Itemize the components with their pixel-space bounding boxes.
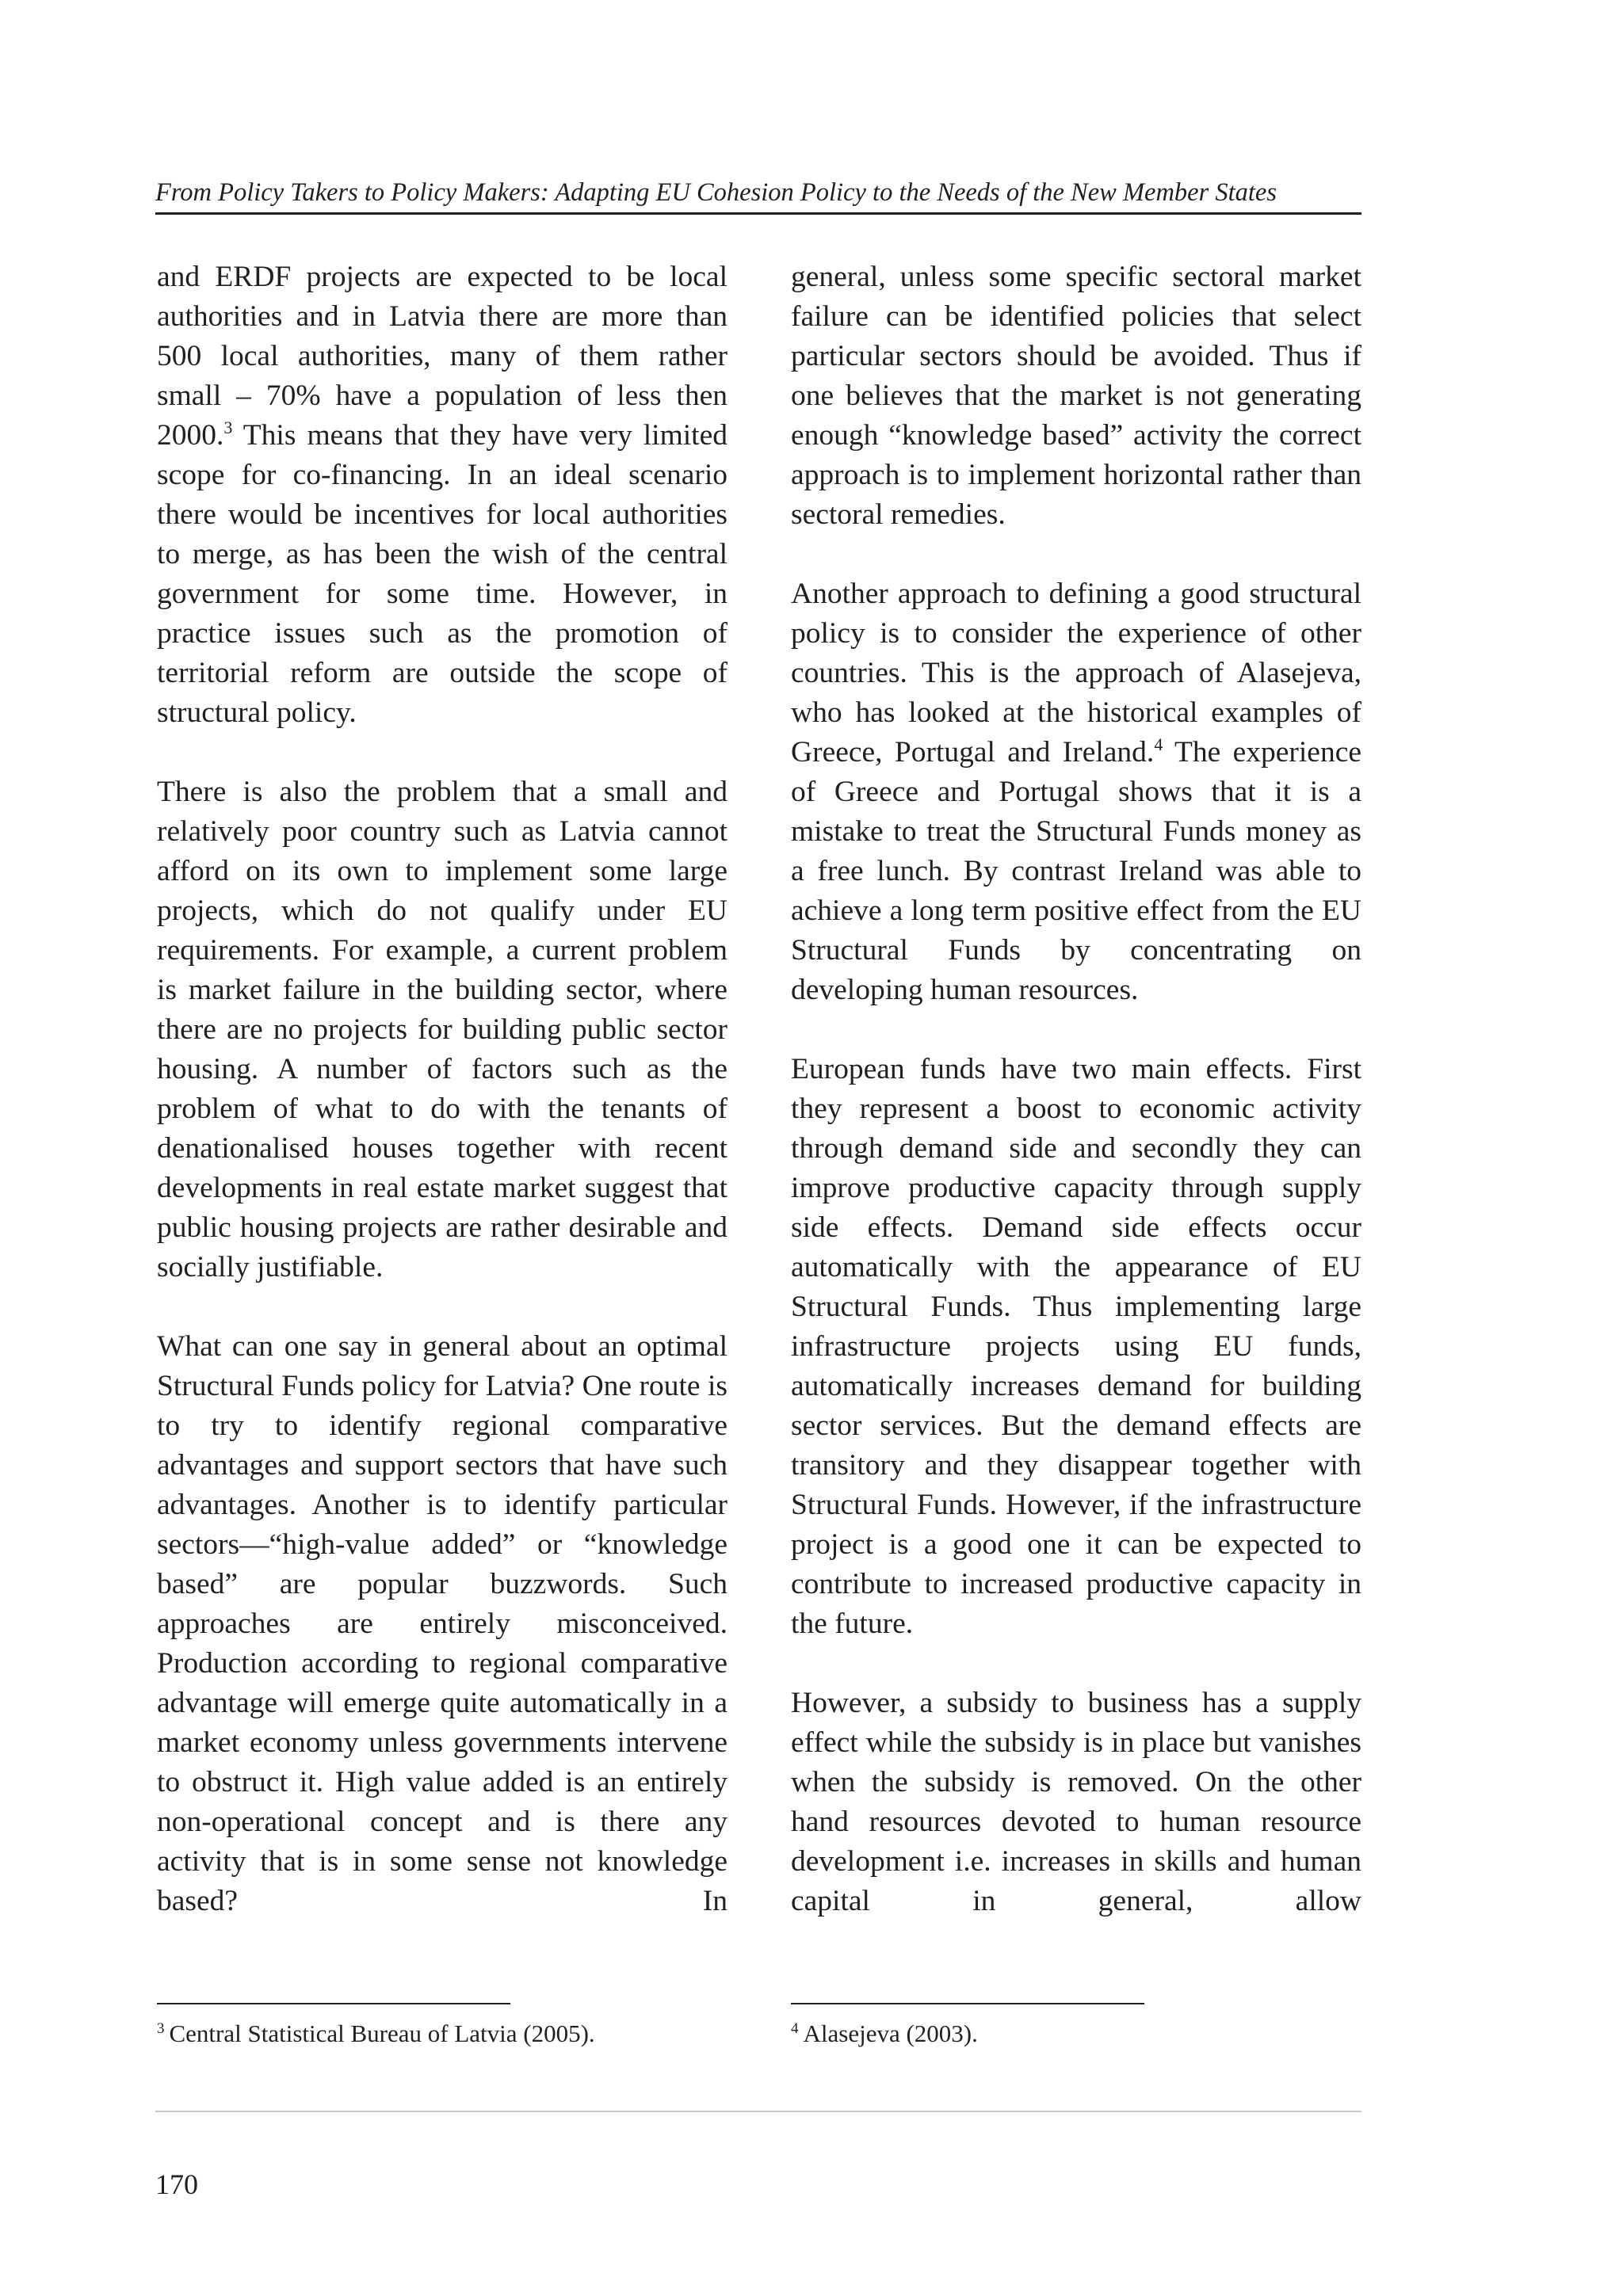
footnote-4: [791, 2016, 978, 2051]
right-paragraph-3: European funds have two main effects. First they represent a boost to economic activity through demand side and secondly they can improve productive capacity through supply side effects. Demand side effects occur automatically with the appearance of EU Structural Funds. Thus implementing large infrastructure projects using EU funds, automatically increases demand for building sector services. But the demand effects are transitory and they disappear together with Structural Funds. However, if the infrastructure project is a good one it can be expected to contribute to increased productive capacity in the future.: [791, 1053, 1361, 1640]
running-header: From Policy Takers to Policy Makers: Adapting EU Cohesion Policy to the Needs of the New Member States: [155, 178, 1277, 207]
footnote-3: [157, 2016, 595, 2051]
right-paragraph-1: general, unless some specific sectoral market failure can be identified policies that select particular sectors should be avoided. Thus if one believes that the market is not generating enough “knowledge based” activity the correct approach is to implement horizontal rather than sectoral remedies.: [791, 261, 1361, 531]
page-number: 170: [155, 2168, 198, 2200]
footer-rule: [155, 2111, 1361, 2112]
footnote-3-number: 3: [157, 2020, 165, 2037]
left-paragraph-2: There is also the problem that a small and relatively poor country such as Latvia cannot afford on its own to implement some large projects, which do not qualify under EU requirements. For example, a current problem is market failure in the building sector, where there are no projects for building public sector housing. A number of factors such as the problem of what to do with the tenants of denationalised houses together with recent developments in real estate market suggest that public housing projects are rather desirable and socially justifiable.: [157, 776, 727, 1283]
footnote-4-number: 4: [791, 2020, 799, 2037]
right-column: [791, 257, 1361, 1921]
left-paragraph-1-text-b: This means that they have very limited scope for co-financing. In an ideal scenario there would be incentives for local authorities to merge, as has been the wish of the central government for some time. However, in practice issues such as the promotion of territorial reform are outside the scope of structural policy.: [157, 419, 727, 729]
left-paragraph-1: [157, 257, 727, 733]
footnote-rule-right: [791, 2003, 1144, 2004]
footnote-3-text: Central Statistical Bureau of Latvia (2005).: [169, 2019, 595, 2047]
footnote-ref-4[interactable]: 4: [1154, 734, 1163, 754]
right-paragraph-2-text-a: Another approach to defining a good structural policy is to consider the experience of other countries. This is the approach of Alasejeva, who has looked at the historical examples of Greece, Portugal and Ireland.: [791, 578, 1361, 769]
right-paragraph-2: [791, 574, 1361, 1010]
footnote-rule-left: [157, 2003, 510, 2004]
right-paragraph-2-text-b: The experience of Greece and Portugal shows that it is a mistake to treat the Structural Funds money as a free lunch. By contrast Ireland was able to achieve a long term positive effect from the EU Structural Funds by concentrating on developing human resources.: [791, 736, 1361, 1006]
left-paragraph-1-text-a: and ERDF projects are expected to be local authorities and in Latvia there are more than 500 local authorities, many of them rather small – 70% have a population of less then 2000.: [157, 261, 727, 452]
left-paragraph-3: What can one say in general about an optimal Structural Funds policy for Latvia? One route is to try to identify regional comparative advantages and support sectors that have such advantages. Another is to identify particular sectors—“high-value added” or “knowledge based” are popular buzzwords. Such approaches are entirely misconceived. Production according to regional comparative advantage will emerge quite automatically in a market economy unless governments intervene to obstruct it. High value added is an entirely non-operational concept and is there any activity that is in some sense not knowledge based? In: [157, 1330, 727, 1917]
header-rule: [155, 212, 1361, 215]
footnote-4-text: Alasejeva (2003).: [803, 2019, 978, 2047]
footnote-ref-3[interactable]: 3: [223, 418, 233, 437]
right-paragraph-4: However, a subsidy to business has a supply effect while the subsidy is in place but vanishes when the subsidy is removed. On the other hand resources devoted to human resource development i.e. increases in skills and human capital in general, allow: [791, 1687, 1361, 1917]
left-column: [157, 257, 727, 1921]
